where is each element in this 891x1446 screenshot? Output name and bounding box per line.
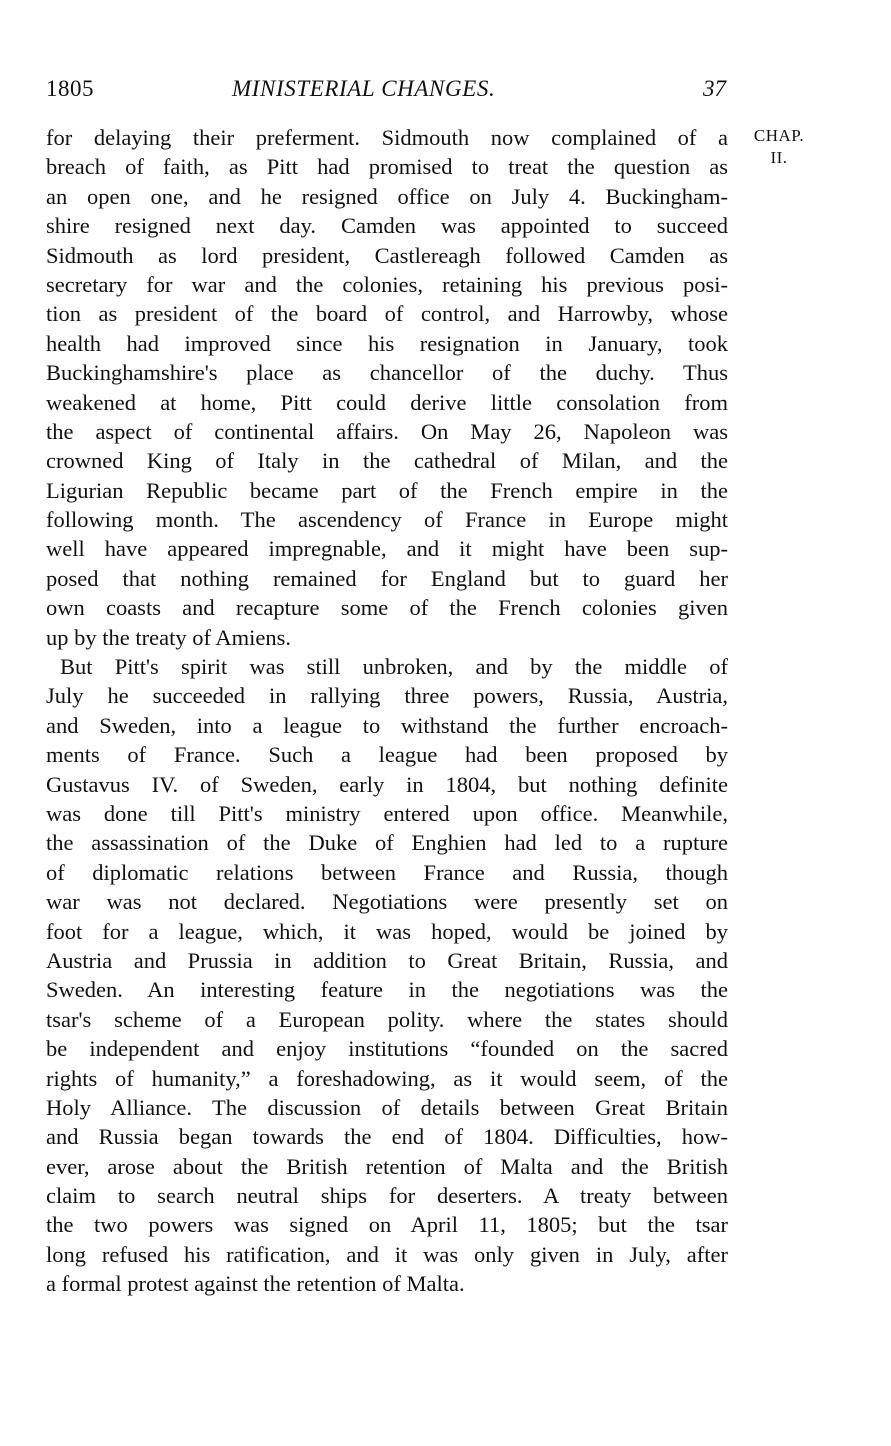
text-line: the assassination of the Duke of Enghien had led to a rupture — [46, 830, 728, 856]
text-line: posed that nothing remained for England but to guard her — [46, 565, 728, 591]
text-line: of diplomatic relations between France and Russia, though — [46, 859, 728, 885]
text-line: Holy Alliance. The discussion of details between Great Britain — [46, 1094, 728, 1120]
text-line: war was not declared. Negotiations were presently set on — [46, 889, 728, 915]
text-line: Sweden. An interesting feature in the negotiations was the — [46, 977, 728, 1003]
text-line: shire resigned next day. Camden was appointed to succeed — [46, 213, 728, 239]
text-line: tion as president of the board of control, and Harrowby, whose — [46, 301, 728, 327]
text-line: Ligurian Republic became part of the French empire in the — [46, 477, 728, 503]
text-line: secretary for war and the colonies, retaining his previous posi- — [46, 271, 728, 297]
text-line: well have appeared impregnable, and it might have been sup- — [46, 536, 728, 562]
text-line: be independent and enjoy institutions “founded on the sacred — [46, 1036, 728, 1062]
text-line: for delaying their preferment. Sidmouth now complained of a — [46, 125, 728, 150]
text-line: weakened at home, Pitt could derive little consolation from — [46, 389, 728, 415]
paragraph — [46, 123, 728, 652]
text-line: But Pitt's spirit was still unbroken, and by the middle of — [60, 654, 728, 680]
paragraph — [46, 652, 728, 1299]
text-line: claim to search neutral ships for deserters. A treaty between — [46, 1183, 728, 1209]
text-line: the aspect of continental affairs. On May 26, Napoleon was — [46, 418, 728, 444]
body-text — [46, 123, 728, 1299]
chapter-margin-note — [747, 125, 811, 169]
text-line: a formal protest against the retention of Malta. — [46, 1271, 465, 1297]
text-line: health had improved since his resignation in January, took — [46, 330, 728, 356]
text-line: was done till Pitt's ministry entered upon office. Meanwhile, — [46, 800, 728, 826]
text-line: the two powers was signed on April 11, 1805; but the tsar — [46, 1212, 728, 1238]
text-line: Buckinghamshire's place as chancellor of the duchy. Thus — [46, 360, 728, 386]
text-line: Gustavus IV. of Sweden, early in 1804, but nothing definite — [46, 771, 728, 797]
text-line: own coasts and recapture some of the French colonies given — [46, 595, 728, 621]
text-line: crowned King of Italy in the cathedral of Milan, and the — [46, 448, 728, 474]
running-header — [46, 76, 728, 108]
text-line: an open one, and he resigned office on July 4. Buckingham- — [46, 183, 728, 209]
text-line: ments of France. Such a league had been proposed by — [46, 742, 728, 768]
text-line: rights of humanity,” a foreshadowing, as it would seem, of the — [46, 1065, 728, 1091]
text-line: ever, arose about the British retention of Malta and the British — [46, 1153, 728, 1179]
text-line: up by the treaty of Amiens. — [46, 624, 291, 650]
text-line: breach of faith, as Pitt had promised to treat the question as — [46, 154, 728, 180]
text-line: foot for a league, which, it was hoped, would be joined by — [46, 918, 728, 944]
text-line: and Sweden, into a league to withstand the further encroach- — [46, 712, 728, 738]
chapter-number: II. — [770, 148, 788, 167]
text-line: and Russia began towards the end of 1804. Difficulties, how- — [46, 1124, 728, 1150]
page-number: 37 — [703, 76, 726, 101]
text-line: following month. The ascendency of France in Europe might — [46, 507, 728, 533]
text-line: July he succeeded in rallying three powers, Russia, Austria, — [46, 683, 728, 709]
text-line: tsar's scheme of a European polity. where the states should — [46, 1006, 728, 1032]
chapter-label: CHAP. — [753, 126, 805, 145]
header-title: MINISTERIAL CHANGES. — [232, 76, 496, 101]
text-line: Austria and Prussia in addition to Great Britain, Russia, and — [46, 947, 728, 973]
text-line: long refused his ratification, and it was only given in July, after — [46, 1241, 728, 1267]
header-year: 1805 — [46, 76, 94, 101]
text-line: Sidmouth as lord president, Castlereagh followed Camden as — [46, 242, 728, 268]
